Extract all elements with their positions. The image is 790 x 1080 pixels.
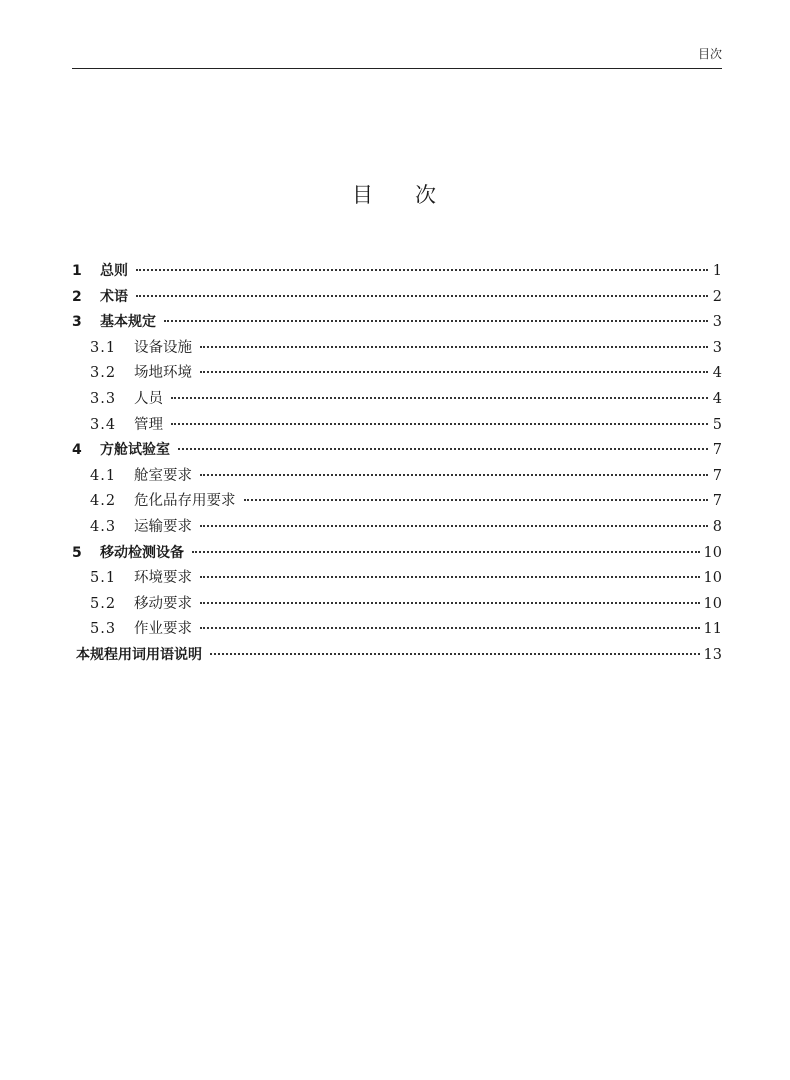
toc-entry-page-number: 10 — [703, 595, 722, 612]
toc-entry[interactable] — [72, 489, 722, 515]
toc-entry-page-number: 3 — [712, 314, 722, 331]
toc-entry-page-number: 10 — [703, 544, 722, 561]
page-title — [0, 180, 790, 210]
toc-entry-label: 设备设施 — [134, 339, 192, 356]
toc-entry[interactable] — [72, 515, 722, 541]
running-header — [72, 46, 722, 69]
dot-leader — [244, 499, 709, 501]
toc-entry-page-number: 4 — [712, 390, 722, 407]
toc-entry[interactable] — [72, 541, 722, 567]
page-title-part-2: 次 — [415, 183, 438, 207]
dot-leader — [200, 525, 708, 527]
toc-entry-page-number: 8 — [712, 518, 722, 535]
toc-entry-number: 3 — [72, 314, 82, 331]
toc-entry-number: 5.1 — [90, 570, 117, 587]
toc-entry-label: 环境要求 — [134, 570, 192, 587]
dot-leader — [200, 602, 700, 604]
toc-entry-number: 5.2 — [90, 595, 117, 612]
toc-entry-page-number: 11 — [703, 621, 722, 638]
toc-entry-page-number: 2 — [712, 288, 722, 305]
dot-leader — [200, 474, 708, 476]
toc-entry-page-number: 10 — [703, 570, 722, 587]
toc-entry-label: 方舱试验室 — [100, 442, 170, 459]
toc-entry-number: 4.1 — [90, 467, 117, 484]
toc-entry[interactable] — [72, 643, 722, 669]
toc-entry-label: 移动检测设备 — [100, 544, 184, 561]
toc-entry-number: 4 — [72, 442, 82, 459]
toc-entry-label: 术语 — [100, 288, 128, 305]
toc-entry-number: 3.3 — [90, 390, 117, 407]
toc-entry-number: 3.4 — [90, 416, 117, 433]
running-header-title: 目次 — [697, 47, 722, 61]
toc-entry-label: 管理 — [134, 416, 163, 433]
toc-entry-number: 3.1 — [90, 339, 117, 356]
dot-leader — [200, 346, 708, 348]
toc-entry-label: 作业要求 — [134, 621, 192, 638]
dot-leader — [171, 397, 708, 399]
toc-entry-number: 3.2 — [90, 365, 117, 382]
dot-leader — [178, 448, 708, 450]
toc-entry-number: 4.2 — [90, 493, 117, 510]
table-of-contents — [72, 259, 722, 669]
dot-leader — [136, 269, 708, 271]
toc-entry-number: 1 — [72, 263, 82, 279]
toc-entry-page-number: 7 — [712, 493, 722, 510]
dot-leader — [200, 371, 708, 373]
toc-entry[interactable] — [72, 464, 722, 490]
toc-entry-number: 5.3 — [90, 621, 117, 638]
dot-leader — [164, 320, 708, 322]
toc-entry[interactable] — [72, 336, 722, 362]
toc-entry-label: 基本规定 — [100, 314, 156, 331]
dot-leader — [136, 295, 708, 297]
toc-entry-page-number: 7 — [712, 467, 722, 484]
toc-entry-label: 场地环境 — [134, 365, 192, 382]
toc-entry[interactable] — [72, 387, 722, 413]
dot-leader — [200, 627, 700, 629]
toc-entry-label: 本规程用词用语说明 — [76, 646, 202, 663]
page-title-part-1: 目 — [352, 183, 375, 207]
toc-entry[interactable] — [72, 259, 722, 285]
toc-entry-label: 移动要求 — [134, 595, 192, 612]
toc-entry-number: 5 — [72, 544, 82, 561]
toc-entry[interactable] — [72, 592, 722, 618]
dot-leader — [192, 551, 700, 553]
toc-entry-page-number: 5 — [712, 416, 722, 433]
toc-entry[interactable] — [72, 438, 722, 464]
toc-entry-number: 2 — [72, 288, 82, 305]
toc-entry-label: 运输要求 — [134, 518, 192, 535]
toc-entry[interactable] — [72, 566, 722, 592]
toc-entry-label: 总则 — [100, 263, 128, 279]
toc-entry-page-number: 1 — [712, 263, 722, 279]
toc-entry-page-number: 13 — [703, 646, 722, 663]
toc-entry-page-number: 7 — [712, 442, 722, 459]
toc-entry-number: 4.3 — [90, 518, 117, 535]
toc-entry[interactable] — [72, 361, 722, 387]
toc-entry-page-number: 4 — [712, 365, 722, 382]
toc-entry-label: 舱室要求 — [134, 467, 192, 484]
toc-entry-label: 人员 — [134, 390, 163, 407]
dot-leader — [200, 576, 700, 578]
toc-entry[interactable] — [72, 413, 722, 439]
toc-entry-label: 危化品存用要求 — [134, 493, 236, 510]
toc-entry[interactable] — [72, 285, 722, 311]
dot-leader — [210, 653, 700, 655]
toc-entry[interactable] — [72, 617, 722, 643]
toc-entry-page-number: 3 — [712, 339, 722, 356]
toc-entry[interactable] — [72, 310, 722, 336]
dot-leader — [171, 423, 708, 425]
